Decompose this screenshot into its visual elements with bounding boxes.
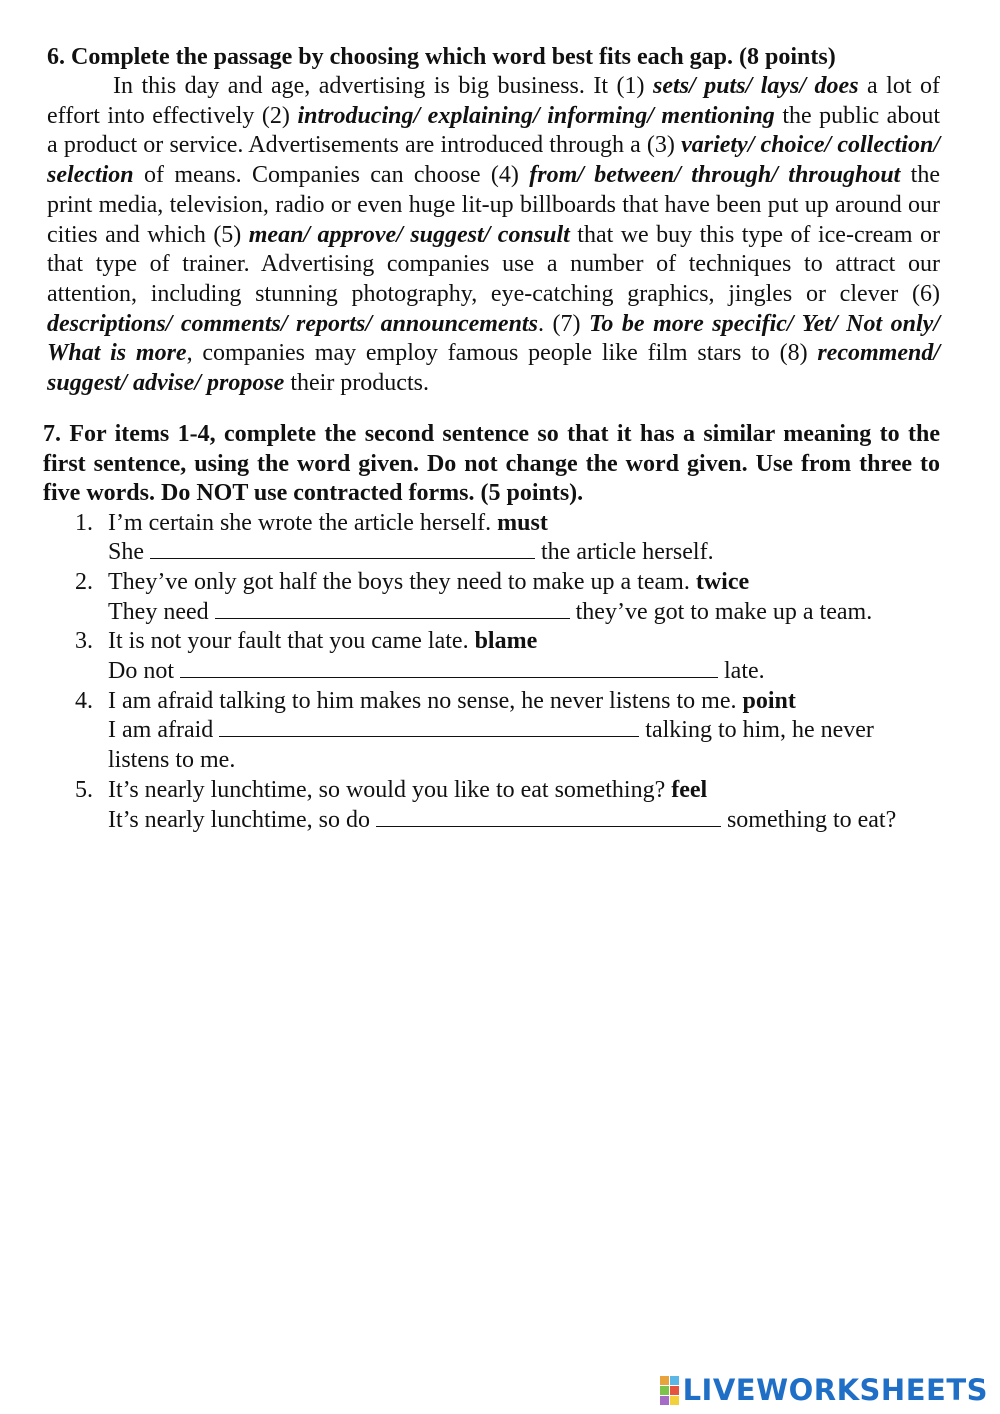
list-item <box>43 627 940 686</box>
item-number: 1. <box>75 509 93 536</box>
list-item <box>43 776 940 835</box>
answer-options[interactable]: variety/ choice/ collection/ selection <box>47 132 940 189</box>
logo-square <box>670 1396 679 1405</box>
given-word: point <box>742 687 796 714</box>
passage-text: the public about a product or service. Advertisements are introduced through a (3) <box>47 102 940 159</box>
given-word: twice <box>695 568 750 595</box>
logo-mark-icon <box>660 1376 679 1405</box>
original-sentence: They’ve only got half the boys they need to make up a team. twice <box>108 568 750 595</box>
passage-text: of means. Companies can choose (4) <box>133 162 530 189</box>
passage-text: the print media, television, radio or even huge lit-up billboards that have been put up around our cities and which (5) <box>47 162 940 248</box>
answer-options[interactable]: descriptions/ comments/ reports/ announcements <box>47 310 538 337</box>
exercise-7 <box>43 420 940 835</box>
logo-square <box>660 1396 669 1405</box>
passage-text: In this day and age, advertising is big business. It (1) <box>113 73 654 99</box>
liveworksheets-logo <box>660 1374 988 1406</box>
answer-options[interactable]: sets/ puts/ lays/ does <box>653 73 859 99</box>
item-number: 2. <box>75 568 93 595</box>
passage-text: their products. <box>284 370 429 397</box>
exercise-7-heading: 7. For items 1-4, complete the second sentence so that it has a similar meaning to the first sentence, using the word given. Do not change the word given. Use from three to five words. Do NOT use contracted forms. (5 points). <box>43 421 940 506</box>
original-sentence: It’s nearly lunchtime, so would you like to eat something? feel <box>108 776 708 803</box>
answer-options[interactable]: recommend/ suggest/ advise/ propose <box>47 340 940 397</box>
list-item <box>43 568 940 627</box>
item-number: 4. <box>75 687 93 714</box>
answer-blank[interactable] <box>180 659 718 678</box>
answer-blank[interactable] <box>215 600 570 619</box>
logo-text: LIVEWORKSHEETS <box>682 1373 988 1407</box>
passage-text: . (7) <box>537 310 589 337</box>
answer-options[interactable]: mean/ approve/ suggest/ consult <box>248 221 570 248</box>
answer-blank[interactable] <box>150 540 535 559</box>
list-item <box>43 509 940 568</box>
logo-square <box>670 1386 679 1395</box>
passage-text: that we buy this type of ice-cream or that type of trainer. Advertising companies use a number of techniques to attract our attention, including stunning photography, eye-catching graphics, jingles or clever (6) <box>47 221 941 307</box>
exercise-7-items <box>43 509 940 836</box>
exercise-6-passage <box>47 72 940 399</box>
logo-square <box>670 1376 679 1385</box>
answer-options[interactable]: introducing/ explaining/ informing/ mentioning <box>297 102 775 129</box>
rewrite-sentence: They need they’ve got to make up a team. <box>108 598 873 625</box>
answer-options[interactable]: from/ between/ through/ throughout <box>529 162 901 189</box>
original-sentence: I’m certain she wrote the article herself. must <box>108 509 548 536</box>
rewrite-sentence: Do not late. <box>108 658 765 685</box>
logo-square <box>660 1386 669 1395</box>
answer-blank[interactable] <box>376 808 721 827</box>
rewrite-sentence: I am afraid talking to him, he never listens to me. <box>108 717 874 774</box>
logo-square <box>660 1376 669 1385</box>
item-number: 3. <box>75 628 93 655</box>
given-word: feel <box>671 776 708 803</box>
rewrite-sentence: It’s nearly lunchtime, so do something to eat? <box>108 806 897 833</box>
given-word: must <box>497 509 548 536</box>
original-sentence: I am afraid talking to him makes no sense, he never listens to me. point <box>108 687 796 714</box>
passage-text: a lot of effort into effectively (2) <box>47 73 940 129</box>
exercise-6 <box>47 42 940 399</box>
original-sentence: It is not your fault that you came late. blame <box>108 628 538 655</box>
exercise-6-heading: 6. Complete the passage by choosing which word best fits each gap. (8 points) <box>47 44 836 70</box>
rewrite-sentence: She the article herself. <box>108 539 714 566</box>
answer-blank[interactable] <box>219 718 639 737</box>
list-item <box>43 687 940 776</box>
given-word: blame <box>474 628 538 655</box>
passage-text: , companies may employ famous people like film stars to (8) <box>186 340 818 367</box>
answer-options[interactable]: To be more specific/ Yet/ Not only/ What is more <box>47 310 940 367</box>
item-number: 5. <box>75 776 93 803</box>
